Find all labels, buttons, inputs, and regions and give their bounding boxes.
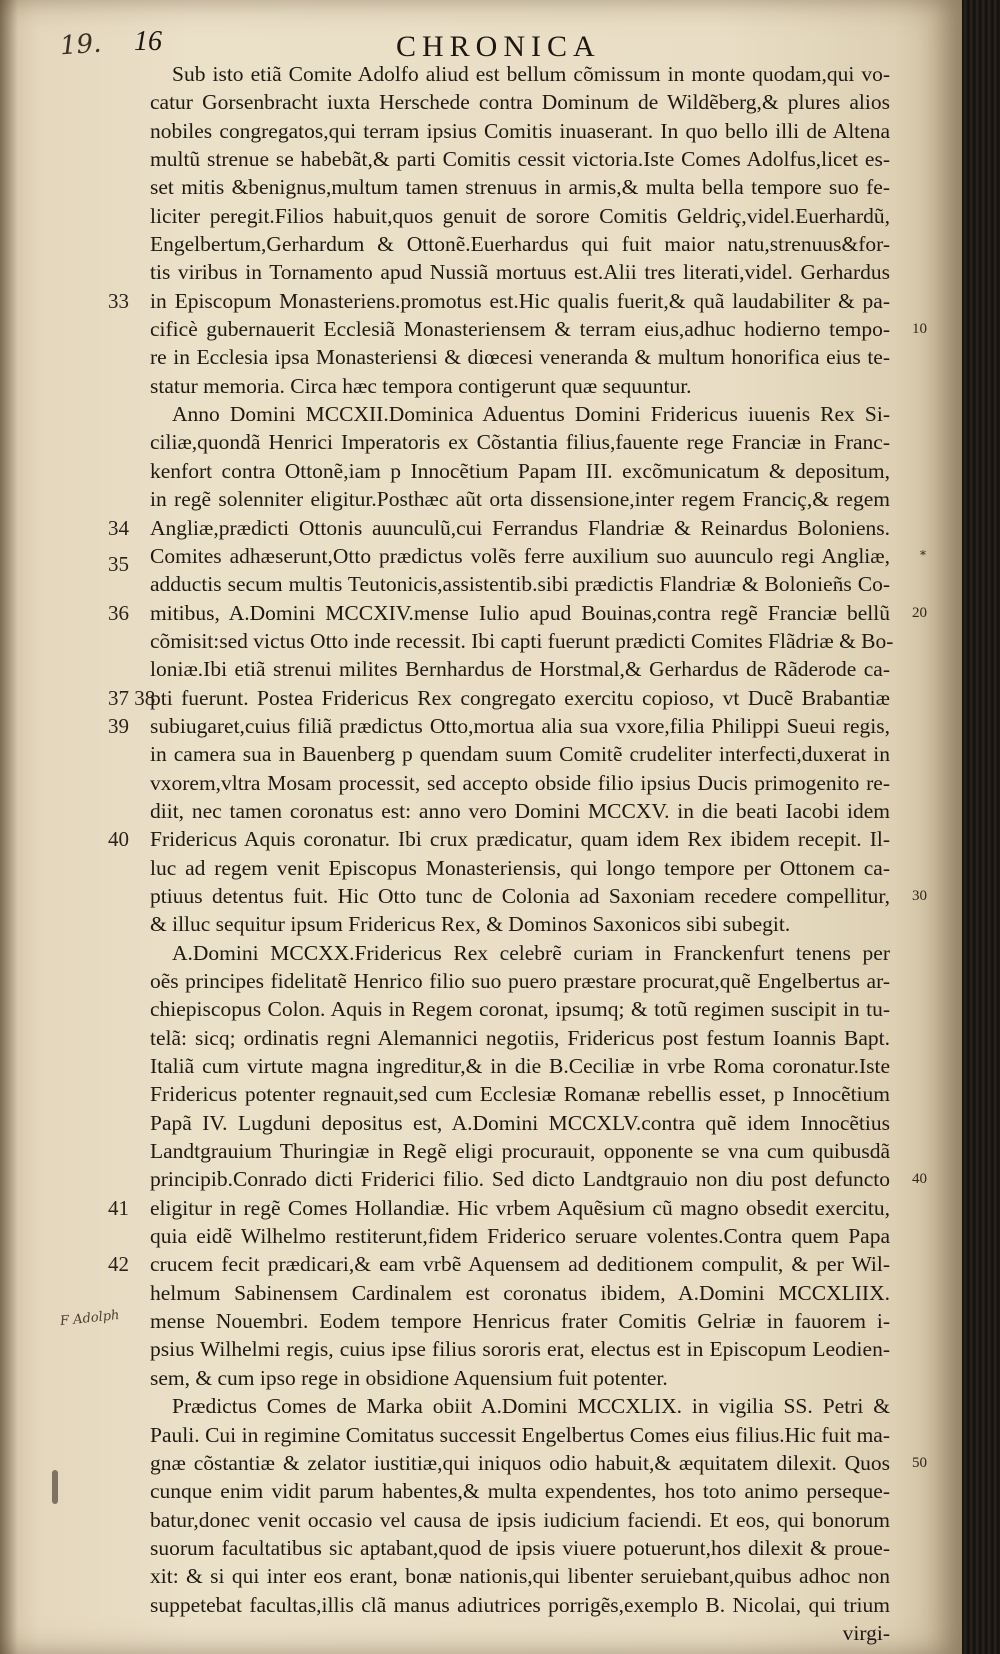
line-text: in camera sua in Bauenberg p quendam suum Comitẽ crudeliter interfecti,duxerat in xyxy=(150,742,890,767)
line-text: chiepiscopus Colon. Aquis in Regem coronat, ipsumq; & totũ regimen suscipit in tu- xyxy=(150,997,890,1022)
line-text: liciter peregit.Filios habuit,quos genuit de sorore Comitis Geldriç,videl.Euerhardũ, xyxy=(150,203,890,228)
text-line xyxy=(0,712,962,740)
line-text: xit: & si qui inter eos erant, bonæ nationis,qui libenter seruiebant,quibus adhoc non xyxy=(150,1564,890,1589)
text-line xyxy=(0,570,962,598)
line-text: Italiã cum virtute magna ingreditur,& in die B.Ceciliæ in vrbe Roma coronatur.Iste xyxy=(150,1054,890,1079)
text-line xyxy=(0,599,962,627)
line-text: Prædictus Comes de Marka obiit A.Domini MCCXLIX. in vigilia SS. Petri & xyxy=(172,1394,890,1419)
text-line xyxy=(0,1250,962,1278)
line-text: batur,donec venit occasio vel causa de ipsis iudicium faciendi. Et eos, qui bonorum xyxy=(150,1507,890,1532)
line-text: Papã IV. Lugduni depositus est, A.Domini MCCXLV.contra quẽ idem Innocẽtius xyxy=(150,1110,890,1135)
text-line xyxy=(0,655,962,683)
margin-line-number: 40 xyxy=(108,827,129,852)
text-line xyxy=(0,1194,962,1222)
line-text: vxorem,vltra Mosam processit, sed accepto obside filio ipsius Ducis primogenito re- xyxy=(150,770,890,795)
text-line xyxy=(0,1137,962,1165)
line-text: & illuc sequitur ipsum Fridericus Rex, & Dominos Saxonicos sibi subegit. xyxy=(150,912,791,937)
text-line xyxy=(0,1477,962,1505)
line-text: mitibus, A.Domini MCCXIV.mense Iulio apud Bouinas,contra regẽ Franciæ bellũ xyxy=(150,600,890,625)
text-line xyxy=(0,1619,962,1647)
page-number: 16 xyxy=(134,26,162,57)
line-text: ciliæ,quondã Henrici Imperatoris ex Cõstantia filius,fauente rege Franciæ in Franc- xyxy=(150,430,890,455)
marginal-asterisk: * xyxy=(920,548,926,562)
ink-stain xyxy=(52,1470,58,1504)
text-line xyxy=(0,400,962,428)
line-text: Fridericus potenter regnauit,sed cum Ecclesiæ Romanæ rebellis esset, p Innocẽtium xyxy=(150,1082,890,1107)
line-text: Pauli. Cui in regimine Comitatus successit Engelbertus Comes eius filius.Hic fuit ma- xyxy=(150,1422,890,1447)
margin-line-number: 36 xyxy=(108,600,129,625)
text-line xyxy=(0,939,962,967)
line-text: set mitis &benignus,multum tamen strenuus in armis,& multa bella tempore suo fe- xyxy=(150,175,890,200)
text-line xyxy=(0,684,962,712)
margin-line-number: 39 xyxy=(108,713,129,738)
line-text: multũ strenue se habebãt,& parti Comitis cessit victoria.Iste Comes Adolfus,licet es- xyxy=(150,147,890,172)
line-text: oẽs principes fidelitatẽ Henrico filio suo puero præstare procurat,quẽ Engelbertus ar- xyxy=(150,969,890,993)
text-line xyxy=(0,1024,962,1052)
text-line xyxy=(0,854,962,882)
handwritten-marginal-note: F Adolph xyxy=(59,1307,121,1330)
text-line xyxy=(0,910,962,938)
page-header xyxy=(0,22,962,62)
text-line xyxy=(0,1165,962,1193)
margin-line-number: 34 xyxy=(108,515,129,540)
text-line xyxy=(0,825,962,853)
line-text: Anno Domini MCCXII.Dominica Aduentus Domini Fridericus iuuenis Rex Si- xyxy=(172,402,890,427)
text-line xyxy=(0,230,962,258)
text-line xyxy=(0,1506,962,1534)
text-line xyxy=(0,1591,962,1619)
text-line xyxy=(0,514,962,542)
line-text: suppetebat facultas,illis clã manus adiutrices porrigẽs,exemplo B. Nicolai, qui trium xyxy=(150,1592,890,1617)
text-line xyxy=(0,1080,962,1108)
line-text: kenfort contra Ottonẽ,iam p Innocẽtium Papam III. excõmunicatum & depositum, xyxy=(150,458,890,483)
text-line xyxy=(0,1052,962,1080)
text-line xyxy=(0,1109,962,1137)
right-margin-number: 20 xyxy=(912,604,927,621)
margin-line-number: 42 xyxy=(108,1252,129,1277)
margin-line-number: 33 xyxy=(108,288,129,313)
text-line xyxy=(0,117,962,145)
line-text: subiugaret,cuius filiã prædictus Otto,mortua alia sua vxore,filia Philippi Sueui regis, xyxy=(150,713,890,738)
right-margin-number: 30 xyxy=(912,887,927,904)
line-text: crucem fecit prædicari,& eam vrbẽ Aquensem ad deditionem compulit, & per Wil- xyxy=(150,1252,890,1277)
line-text: in Episcopum Monasteriens.promotus est.Hic qualis fuerit,& quã laudabiliter & pa- xyxy=(150,288,890,313)
line-text: diit, nec tamen coronatus est: anno vero Domini MCCXV. in die beati Iacobi idem xyxy=(150,798,890,823)
text-line xyxy=(0,202,962,230)
line-text: re in Ecclesia ipsa Monasteriensi & diœcesi veneranda & multum honorifica eius te- xyxy=(150,345,890,370)
running-head: CHRONICA xyxy=(396,30,601,63)
line-text: pti fuerunt. Postea Fridericus Rex congregato exercitu copioso, vt Ducẽ Brabantiæ xyxy=(150,685,890,710)
line-text: virgi- xyxy=(842,1620,890,1645)
text-line xyxy=(0,1449,962,1477)
line-text: psius Wilhelmi regis, cuius ipse filius sororis erat, electus est in Episcopum Leodien- xyxy=(150,1337,890,1362)
line-text: Angliæ,prædicti Ottonis auunculũ,cui Ferrandus Flandriæ & Reinardus Boloniens. xyxy=(150,515,890,540)
text-line xyxy=(0,173,962,201)
line-text: telã: sicq; ordinatis regni Alemannici negotiis, Fridericus post festum Ioannis Bapt. xyxy=(150,1025,890,1050)
text-line xyxy=(0,485,962,513)
margin-line-number: 41 xyxy=(108,1195,129,1220)
text-line xyxy=(0,627,962,655)
text-line xyxy=(0,88,962,116)
line-text: statur memoria. Circa hæc tempora contigerunt quæ sequuntur. xyxy=(150,373,692,398)
line-text: tis viribus in Tornamento apud Nussiã mortuus est.Alii tres literati,videl. Gerhardus xyxy=(150,260,890,285)
line-text: cõmisit:sed victus Otto inde recessit. Ibi capti fuerunt prædicti Comites Flãdriæ & Bo- xyxy=(150,628,894,653)
text-line xyxy=(0,797,962,825)
text-line xyxy=(0,967,962,995)
text-line xyxy=(0,769,962,797)
text-line xyxy=(0,428,962,456)
line-text: luc ad regem venit Episcopus Monasteriensis, qui longo tempore per Ottonem ca- xyxy=(150,855,890,880)
text-line xyxy=(0,542,962,576)
text-line xyxy=(0,145,962,173)
text-line xyxy=(0,1534,962,1562)
right-margin-number: 40 xyxy=(912,1171,927,1188)
line-text: eligitur in regẽ Comes Hollandiæ. Hic vrbem Aquẽsium cũ magno obsedit exercitu, xyxy=(150,1195,890,1220)
right-margin-number: 50 xyxy=(912,1454,927,1471)
text-line xyxy=(0,315,962,343)
line-text: principib.Conrado dicti Friderici filio. Sed dicto Landtgrauio non diu post defuncto xyxy=(150,1167,890,1192)
text-line xyxy=(0,1421,962,1449)
body-text xyxy=(0,60,962,1647)
line-text: cunque enim vidit parum habentes,& multa expendentes, hos toto animo perseque- xyxy=(150,1479,890,1504)
line-text: loniæ.Ibi etiã strenui milites Bernhardus de Horstmal,& Gerhardus de Rãderode ca- xyxy=(150,657,890,682)
line-text: Landtgrauium Thuringiæ in Regẽ eligi procurauit, opponente se vna cum quibusdã xyxy=(150,1139,890,1164)
text-line xyxy=(0,1364,962,1392)
line-text: Fridericus Aquis coronatur. Ibi crux prædicatur, quam idem Rex ibidem recepit. Il- xyxy=(150,827,890,852)
line-text: Comites adhæserunt,Otto prædictus volẽs ferre auxilium suo auunculo regi Angliæ, xyxy=(150,543,890,568)
margin-line-number: 37 38 xyxy=(108,685,156,710)
text-line xyxy=(0,258,962,286)
text-line xyxy=(0,1222,962,1250)
page-edges xyxy=(962,0,1000,1654)
line-text: cificè gubernauerit Ecclesiã Monasteriensem & terram eius,adhuc hodierno tempo- xyxy=(150,317,890,342)
line-text: sem, & cum ipso rege in obsidione Aquensium fuit potenter. xyxy=(150,1365,668,1390)
text-line xyxy=(0,1562,962,1590)
line-text: gnæ cõstantiæ & zelator iustitiæ,qui iniquos odio habuit,& æquitatem dilexit. Quos xyxy=(150,1450,890,1475)
text-line xyxy=(0,740,962,768)
line-text: suorum facultatibus sic aptabant,quod de ipsis viuere potuerunt,hos dilexit & proue- xyxy=(150,1535,890,1560)
line-text: adductis secum multis Teutonicis,assistentib.sibi prædictis Flandriæ & Bolonieñs Co- xyxy=(150,572,890,597)
text-line xyxy=(0,1307,962,1335)
line-text: helmum Sabinensem Cardinalem est coronatus ibidem, A.Domini MCCXLIIX. xyxy=(150,1280,890,1305)
line-text: in regẽ solenniter eligitur.Posthæc aũt orta dissensione,inter regem Franciç,& regem xyxy=(150,487,890,512)
text-line xyxy=(0,1279,962,1307)
text-line xyxy=(0,1392,962,1420)
line-text: nobiles congregatos,qui terram ipsius Comitis inuaserant. In quo bello illi de Altena xyxy=(150,118,890,143)
text-line xyxy=(0,343,962,371)
line-text: Engelbertum,Gerhardum & Ottonẽ.Euerhardus qui fuit maior natu,strenuus&for- xyxy=(150,232,890,257)
text-line xyxy=(0,287,962,315)
line-text: ptiuus detentus fuit. Hic Otto tunc de Colonia ad Saxoniam recedere compellitur, xyxy=(150,883,890,908)
handwritten-folio-number: 19. xyxy=(59,28,103,62)
text-line xyxy=(0,882,962,910)
text-line xyxy=(0,372,962,400)
margin-line-number: 35 xyxy=(108,551,129,576)
text-line xyxy=(0,60,962,88)
text-line xyxy=(0,457,962,485)
line-text: A.Domini MCCXX.Fridericus Rex celebrẽ curiam in Franckenfurt tenens per xyxy=(172,940,890,965)
line-text: quia eidẽ Wilhelmo restiterunt,fidem Friderico seruare volentes.Contra quem Papa xyxy=(150,1224,890,1249)
line-text: mense Nouembri. Eodem tempore Henricus frater Comitis Gelriæ in fauorem i- xyxy=(150,1309,890,1334)
line-text: catur Gorsenbracht iuxta Herschede contra Dominum de Wildẽberg,& plures alios xyxy=(150,90,890,115)
line-text: Sub isto etiã Comite Adolfo aliud est bellum cõmissum in monte quodam,qui vo- xyxy=(172,62,890,86)
text-line xyxy=(0,995,962,1023)
text-line xyxy=(0,1335,962,1363)
right-margin-number: 10 xyxy=(912,321,927,338)
